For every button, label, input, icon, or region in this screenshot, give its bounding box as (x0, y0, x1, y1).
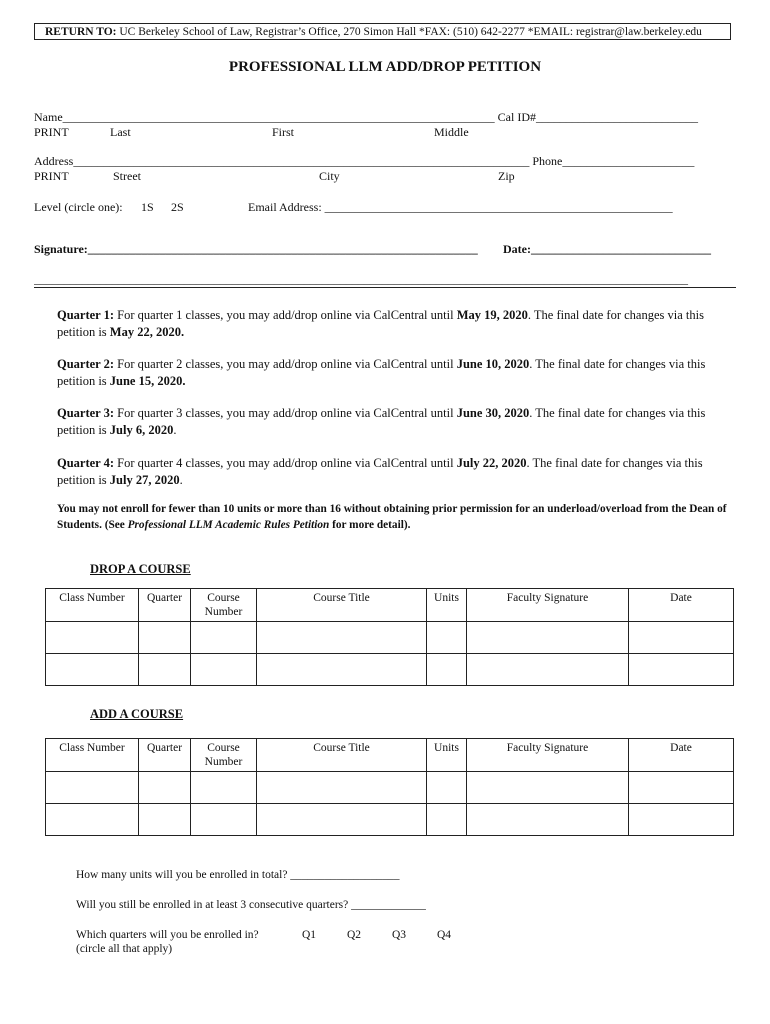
address-print-label: PRINT (34, 169, 69, 183)
cell-quarter[interactable] (139, 622, 191, 654)
cell-course-title[interactable] (257, 654, 427, 686)
email-field[interactable]: Email Address: __________________________________________________________ (248, 200, 673, 214)
col-class-number: Class Number (46, 739, 139, 772)
return-to-label: RETURN TO: (45, 26, 117, 38)
cell-units[interactable] (427, 804, 467, 836)
cell-date[interactable] (629, 772, 734, 804)
col-course-number: Course Number (191, 739, 257, 772)
signature-label: Signature: (34, 242, 88, 256)
divider-underscore: _____________________________________________________________________________________________________________ (34, 272, 688, 286)
cell-course-number[interactable] (191, 654, 257, 686)
drop-course-heading: DROP A COURSE (90, 562, 191, 576)
cell-faculty-signature[interactable] (467, 622, 629, 654)
date-line: ______________________________ (530, 242, 711, 256)
table-row (46, 654, 734, 686)
address-field[interactable]: Address____________________________________________________________________________ Phone______________________ (34, 154, 695, 168)
name-first-label: First (272, 125, 295, 139)
return-to-box (34, 23, 731, 40)
cell-course-title[interactable] (257, 804, 427, 836)
quarter-option-q1[interactable]: Q1 (302, 929, 317, 941)
col-course-title: Course Title (257, 739, 427, 772)
cell-faculty-signature[interactable] (467, 654, 629, 686)
cell-quarter[interactable] (139, 772, 191, 804)
cell-date[interactable] (629, 654, 734, 686)
which-quarters-question: Which quarters will you be enrolled in? (76, 929, 259, 941)
quarter-2-info: Quarter 2: For quarter 2 classes, you may add/drop online via CalCentral until June 10, 2020. The final date for changes via this petition is June 15, 2020. (57, 357, 706, 388)
col-faculty-signature: Faculty Signature (467, 739, 629, 772)
quarter-option-q3[interactable]: Q3 (392, 929, 407, 941)
col-course-number: Course Number (191, 589, 257, 622)
col-date: Date (629, 589, 734, 622)
quarter-3-info: Quarter 3: For quarter 3 classes, you may add/drop online via CalCentral until June 30, 2020. The final date for changes via this petition is July 6, 2020. (57, 406, 706, 437)
cell-units[interactable] (427, 622, 467, 654)
date-label: Date: (503, 242, 531, 256)
col-faculty-signature: Faculty Signature (467, 589, 629, 622)
cell-class-number[interactable] (46, 804, 139, 836)
level-2s-option[interactable]: 2S (171, 200, 184, 214)
name-last-label: Last (110, 125, 131, 139)
cell-class-number[interactable] (46, 654, 139, 686)
cell-class-number[interactable] (46, 622, 139, 654)
address-zip-label: Zip (498, 169, 515, 183)
table-header-row (46, 739, 734, 772)
quarter-option-q4[interactable]: Q4 (437, 929, 452, 941)
cell-course-number[interactable] (191, 804, 257, 836)
divider-line (34, 287, 736, 288)
page-title: PROFESSIONAL LLM ADD/DROP PETITION (228, 59, 542, 75)
signature-line: _________________________________________________________________ (87, 242, 478, 256)
address-city-label: City (319, 169, 340, 183)
cell-quarter[interactable] (139, 804, 191, 836)
cell-faculty-signature[interactable] (467, 772, 629, 804)
total-units-question[interactable]: How many units will you be enrolled in total? ___________________ (76, 869, 400, 881)
table-row (46, 804, 734, 836)
address-street-label: Street (113, 169, 141, 183)
quarter-4-info: Quarter 4: For quarter 4 classes, you may add/drop online via CalCentral until July 22, 2020. The final date for changes via this petition is July 27, 2020. (57, 456, 703, 487)
name-print-label: PRINT (34, 125, 69, 139)
cell-course-number[interactable] (191, 622, 257, 654)
col-units: Units (427, 739, 467, 772)
rules-petition-ref: Professional LLM Academic Rules Petition (127, 518, 330, 531)
add-course-table (45, 738, 734, 836)
units-note: You may not enroll for fewer than 10 units or more than 16 without obtaining prior permission for an underload/overload from the Dean of Students. (See Professional LLM Academic Rules Petition for more detail). (57, 503, 727, 531)
cell-class-number[interactable] (46, 772, 139, 804)
col-course-title: Course Title (257, 589, 427, 622)
col-quarter: Quarter (139, 739, 191, 772)
which-quarters-hint: (circle all that apply) (76, 943, 173, 955)
level-1s-option[interactable]: 1S (141, 200, 154, 214)
date-field[interactable] (503, 242, 711, 257)
cell-quarter[interactable] (139, 654, 191, 686)
table-row (46, 622, 734, 654)
cell-course-title[interactable] (257, 772, 427, 804)
table-row (46, 772, 734, 804)
table-header-row (46, 589, 734, 622)
quarter-option-q2[interactable]: Q2 (347, 929, 362, 941)
cell-units[interactable] (427, 772, 467, 804)
name-field[interactable]: Name________________________________________________________________________ Cal ID#___________________________ (34, 110, 698, 124)
drop-course-table (45, 588, 734, 686)
cell-course-number[interactable] (191, 772, 257, 804)
return-to-text: UC Berkeley School of Law, Registrar’s Office, 270 Simon Hall *FAX: (510) 642-2277 *EMAIL: registrar@law.berkeley.edu (116, 26, 702, 38)
cell-course-title[interactable] (257, 622, 427, 654)
cell-date[interactable] (629, 622, 734, 654)
level-label: Level (circle one): (34, 200, 123, 214)
cell-date[interactable] (629, 804, 734, 836)
name-middle-label: Middle (434, 125, 469, 139)
col-quarter: Quarter (139, 589, 191, 622)
add-course-heading: ADD A COURSE (90, 707, 184, 721)
cell-faculty-signature[interactable] (467, 804, 629, 836)
col-class-number: Class Number (46, 589, 139, 622)
cell-units[interactable] (427, 654, 467, 686)
col-date: Date (629, 739, 734, 772)
consecutive-quarters-question[interactable]: Will you still be enrolled in at least 3 consecutive quarters? _____________ (76, 899, 426, 911)
col-units: Units (427, 589, 467, 622)
signature-field[interactable] (34, 242, 478, 257)
quarter-1-info: Quarter 1: For quarter 1 classes, you may add/drop online via CalCentral until May 19, 2020. The final date for changes via this petition is May 22, 2020. (57, 308, 704, 339)
